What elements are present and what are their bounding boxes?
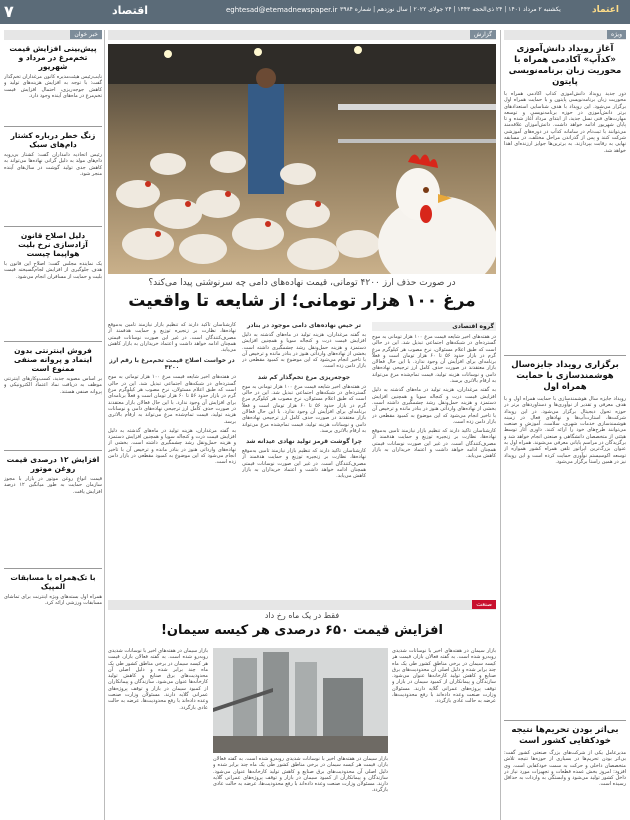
- article-body: بازار سیمان در هفته‌های اخیر با نوسانات شدیدی روبه‌رو شده است. به گفته فعالان بازار، قیمت هر کیسه سیمان در برخی مناطق کشور طی یک ماه چند برابر شده و دلیل اصلی آن محدودیت‌های برق صنایع و کاهش تولید کارخانه‌ها عنوان می‌شود. سازندگان و پیمانکاران از کمبود سیمان در بازار و توقف پروژه‌های عمرانی گلایه دارند. مسئولان وزارت صنعت وعده داده‌اند با رفع محدودیت‌ها، عرضه به حالت عادی بازگردد.: [108, 648, 208, 711]
- article-body: به گفته مرغداران، هزینه تولید در ماه‌های گذشته به دلیل افزایش قیمت ذرت و کنجاله سویا و همچنین افزایش دستمزد و هزینه حمل‌ونقل رشد چشمگیری داشته است. بخشی از نهاده‌های وارداتی هنوز در بنادر مانده و ترخیص آن با تاخیر انجام می‌شود که این موضوع به کمبود مقطعی در بازار دامن زده است.: [372, 387, 496, 425]
- column-divider-left: [104, 30, 105, 820]
- article-body: قیمت انواع روغن موتور در بازار با مجوز سازمان حمایت به طور میانگین ۱۲ درصد افزایش یافت.: [4, 476, 102, 495]
- article-body: در هفته‌های اخیر شایعه قیمت مرغ ۱۰۰ هزار تومانی به موج گسترده‌ای در شبکه‌های اجتماعی تبدیل شد. این در حالی است که طبق اعلام مسئولان، نرخ مصوب هر کیلوگرم مرغ گرم در بازار حدود ۵۶ تا ۶۰ هزار تومان است و فعلاً برنامه‌ای برای افزایش آن وجود ندارد. با این حال فعالان بازار معتقدند در صورت حذف کامل ارز ترجیحی نهاده‌های دامی و نوسانات هزینه تولید، قیمت تمام‌شده مرغ می‌تواند به ارقام بالاتری برسد.: [372, 334, 496, 385]
- subheading: چرا گوشت قرمز تولید نهادی عیدانه شد: [246, 438, 362, 446]
- divider: [504, 355, 626, 356]
- subheading: جوجه‌ریزی مرغ تخم‌گذار کم شد: [257, 373, 351, 381]
- center-body-col-2: [242, 322, 366, 604]
- page-number: ۷: [4, 2, 14, 21]
- column-header: [108, 30, 496, 40]
- section-tag: خبر خوان: [70, 30, 102, 39]
- newspaper-logo: اعتماد: [592, 5, 619, 15]
- article-headline[interactable]: برگزاری رویداد جایزه‌سال هوشمندسازی با حمایت همراه اول: [511, 360, 619, 392]
- cement-header: [108, 600, 496, 611]
- cement-body-under-photo: [213, 756, 388, 816]
- article-headline[interactable]: فروش اینترنتی بدون اینماد و پروانه صنفی ممنوع است: [13, 346, 92, 373]
- section-tag: صنعت: [472, 600, 496, 609]
- byline: گروه اقتصادی: [372, 322, 496, 331]
- article-body: بر اساس مصوبه جدید، کسب‌وکارهای اینترنتی موظف به دریافت نماد اعتماد الکترونیکی و پروانه صنفی هستند.: [4, 376, 102, 395]
- article-headline[interactable]: دلیل اصلاح قانون آزادسازی نرخ بلیت هواپیما چیست: [18, 231, 88, 258]
- subheading: تر خیص نهاده‌های دامی موجود در بنادر: [246, 322, 362, 329]
- column-header: [108, 600, 496, 610]
- section-email[interactable]: eghtesad@etemadnewspaper.ir: [226, 6, 338, 14]
- article-body: در هفته‌های اخیر شایعه قیمت مرغ ۱۰۰ هزار تومانی به موج گسترده‌ای در شبکه‌های اجتماعی تبدیل شد. این در حالی است که طبق اعلام مسئولان، نرخ مصوب هر کیلوگرم مرغ گرم در بازار حدود ۵۶ تا ۶۰ هزار تومان است و فعلاً برنامه‌ای برای افزایش آن وجود ندارد. با این حال فعالان بازار معتقدند در صورت حذف کامل ارز ترجیحی نهاده‌های دامی و نوسانات هزینه تولید، قیمت تمام‌شده مرغ می‌تواند به ارقام بالاتری برسد.: [242, 383, 366, 434]
- cement-kicker: فقط در یک ماه رخ داد: [264, 611, 340, 620]
- article-body: بازار سیمان در هفته‌های اخیر با نوسانات شدیدی روبه‌رو شده است. به گفته فعالان بازار، قیمت هر کیسه سیمان در برخی مناطق کشور طی یک ماه چند برابر شده و دلیل اصلی آن محدودیت‌های برق صنایع و کاهش تولید کارخانه‌ها عنوان می‌شود. سازندگان و پیمانکاران از کمبود سیمان در بازار و توقف پروژه‌های عمرانی گلایه دارند. مسئولان وزارت صنعت وعده داده‌اند با رفع محدودیت‌ها، عرضه به حالت عادی بازگردد.: [392, 648, 496, 705]
- article-body: بازار سیمان در هفته‌های اخیر با نوسانات شدیدی روبه‌رو شده است. به گفته فعالان بازار، قیمت هر کیسه سیمان در برخی مناطق کشور طی یک ماه چند برابر شده و دلیل اصلی آن محدودیت‌های برق صنایع و کاهش تولید کارخانه‌ها عنوان می‌شود. سازندگان و پیمانکاران از کمبود سیمان در بازار و توقف پروژه‌های عمرانی گلایه دارند. مسئولان وزارت صنعت وعده داده‌اند با رفع محدودیت‌ها، عرضه به حالت عادی بازگردد.: [213, 756, 388, 794]
- section-tag: گزارش: [470, 30, 496, 39]
- article-body: به گفته مرغداران، هزینه تولید در ماه‌های گذشته به دلیل افزایش قیمت ذرت و کنجاله سویا و همچنین افزایش دستمزد و هزینه حمل‌ونقل رشد چشمگیری داشته است. بخشی از نهاده‌های وارداتی هنوز در بنادر مانده و ترخیص آن با تاخیر انجام می‌شود که این موضوع به کمبود مقطعی در بازار دامن زده است.: [242, 332, 366, 370]
- article-body: دور جدید رویداد دانش‌آموزی کدآپ آکادمی همراه با محوریت زبان برنامه‌نویسی پایتون و با حمایت همراه اول برگزار می‌شود. این رویداد با هدف شناسایی استعدادهای برتر دانش‌آموزی در حوزه برنامه‌نویسی و توسعه مهارت‌های فنی نسل جدید، از ابتدای مرداد آغاز شده و تا پایان شهریور ادامه خواهد داشت. دانش‌آموزان علاقه‌مند می‌توانند با ثبت‌نام در سامانه کدآپ در دوره‌های آموزشی شرکت کنند و پس از گذراندن مراحل مختلف، در مسابقه نهایی به رقابت بپردازند. به برترین‌ها جوایز ارزنده‌ای اهدا خواهد شد.: [504, 91, 626, 154]
- main-headline[interactable]: مرغ ۱۰۰ هزار تومانی؛ از شایعه تا واقعیت: [128, 291, 476, 311]
- article-body: به گفته مرغداران، هزینه تولید در ماه‌های گذشته به دلیل افزایش قیمت ذرت و کنجاله سویا و همچنین افزایش دستمزد و هزینه حمل‌ونقل رشد چشمگیری داشته است. بخشی از نهاده‌های وارداتی هنوز در بنادر مانده و ترخیص آن با تاخیر انجام می‌شود که این موضوع به کمبود مقطعی در بازار دامن زده است.: [108, 427, 236, 466]
- article-body: کارشناسان تاکید دارند که تنظیم بازار نیازمند تامین به‌موقع نهاده‌ها، نظارت بر زنجیره توزیع و حمایت هدفمند از مصرف‌کنندگان است. در غیر این صورت نوسانات قیمتی همچنان ادامه خواهد داشت و اعتماد خریداران به بازار کاهش می‌یابد.: [108, 322, 236, 354]
- divider: [4, 126, 102, 127]
- article-body: یک نماینده مجلس گفت: اصلاح این قانون با هدف جلوگیری از افزایش لجام‌گسیخته قیمت بلیت و حمایت از مسافران انجام می‌شود.: [4, 261, 102, 280]
- cement-headline[interactable]: افزایش قیمت ۶۵۰ درصدی هر کیسه سیمان!: [161, 623, 443, 638]
- divider: [504, 720, 626, 721]
- column-divider-right: [500, 30, 501, 820]
- article-headline[interactable]: افزایش ۱۲ درصدی قیمت روغن موتور: [6, 455, 100, 473]
- issue-date-line: یکشنبه ۲ مرداد ۱۴۰۱ | ۲۴ ذی‌الحجه ۱۴۴۳ | ۲۴ جولای ۲۰۲۲ | سال نوزدهم | شماره ۳۹۸۴: [340, 6, 561, 13]
- right-column: [504, 30, 626, 818]
- article-body: رئیس اتحادیه دامداران گفت: کشتار بی‌رویه دام‌های مولد به دلیل گرانی نهاده‌ها می‌تواند به کاهش جدی تولید گوشت در سال‌های آینده منجر شود.: [4, 152, 102, 177]
- cement-body-right: [392, 648, 496, 816]
- article-kicker: در صورت حذف ارز ۴۲۰۰ تومانی، قیمت نهاده‌های دامی چه سرنوشتی پیدا می‌کند؟: [148, 278, 456, 288]
- article-body: کارشناسان تاکید دارند که تنظیم بازار نیازمند تامین به‌موقع نهاده‌ها، نظارت بر زنجیره توزیع و حمایت هدفمند از مصرف‌کنندگان است. در غیر این صورت نوسانات قیمتی همچنان ادامه خواهد داشت و اعتماد خریداران به بازار کاهش می‌یابد.: [242, 448, 366, 480]
- article-headline[interactable]: با تک‌همراه با مسابقات المپیک: [10, 573, 96, 591]
- article-body: در هفته‌های اخیر شایعه قیمت مرغ ۱۰۰ هزار تومانی به موج گسترده‌ای در شبکه‌های اجتماعی تبدیل شد. این در حالی است که طبق اعلام مسئولان، نرخ مصوب هر کیلوگرم مرغ گرم در بازار حدود ۵۶ تا ۶۰ هزار تومان است و فعلاً برنامه‌ای برای افزایش آن وجود ندارد. با این حال فعالان بازار معتقدند در صورت حذف کامل ارز ترجیحی نهاده‌های دامی و نوسانات هزینه تولید، قیمت تمام‌شده مرغ می‌تواند به ارقام بالاتری برسد.: [108, 374, 236, 425]
- article-headline[interactable]: زنگ خطر درباره کشتار دام‌های سبک: [10, 131, 96, 149]
- section-title: اقتصاد: [112, 4, 149, 17]
- divider: [4, 226, 102, 227]
- article-headline[interactable]: پیش‌بینی افزایش قیمت تخم‌مرغ در مرداد و شهریور: [9, 44, 97, 71]
- hero-photo: [108, 44, 496, 274]
- article-body: کارشناسان تاکید دارند که تنظیم بازار نیازمند تامین به‌موقع نهاده‌ها، نظارت بر زنجیره توزیع و حمایت هدفمند از مصرف‌کنندگان است. در غیر این صورت نوسانات قیمتی همچنان ادامه خواهد داشت و اعتماد خریداران به بازار کاهش می‌یابد.: [372, 428, 496, 460]
- article-headline[interactable]: آغاز رویداد دانش‌آموزی «کدآپ» آکادمی همراه با محوریت زبان برنامه‌نویسی پایتون: [508, 44, 622, 87]
- article-body: نایب‌رئیس هیئت‌مدیره کانون مرغداران تخم‌گذار گفت: با توجه به افزایش هزینه‌های تولید و کاهش جوجه‌ریزی، احتمال افزایش قیمت تخم‌مرغ در ماه‌های آینده وجود دارد.: [4, 74, 102, 99]
- center-header: [108, 30, 496, 42]
- left-column: [4, 30, 102, 818]
- column-header: [504, 30, 626, 40]
- article-body: رویداد جایزه سال هوشمندسازی با حمایت همراه اول و با هدف معرفی و تقدیر از نوآوری‌ها و دستاوردهای برتر در حوزه تحول دیجیتال برگزار می‌شود. در این رویداد شرکت‌ها، استارت‌آپ‌ها و نهادهای فعال در زمینه هوشمندسازی خدمات شهری، سلامت، آموزش و صنعت می‌توانند طرح‌های خود را ارائه کنند. داوری آثار توسط هیئتی از متخصصان دانشگاهی و صنعتی انجام خواهد شد و برگزیدگان در مراسم پایانی معرفی می‌شوند. همراه اول به عنوان بزرگ‌ترین اپراتور تلفن همراه کشور همواره از توسعه اکوسیستم نوآوری حمایت کرده است و این رویداد نیز در همین راستا برگزار می‌شود.: [504, 396, 626, 465]
- center-body-col-3: [108, 322, 236, 604]
- article-body: مدیرعامل یکی از شرکت‌های بزرگ صنعتی کشور گفت: بی‌اثر بودن تحریم‌ها در بسیاری از حوزه‌ها نتیجه تلاش متخصصان داخلی و حرکت به سمت خودکفایی است. وی افزود: امروز بخش عمده قطعات و تجهیزات مورد نیاز در داخل کشور تولید می‌شود و وابستگی به واردات به حداقل رسیده است.: [504, 750, 626, 788]
- article-headline[interactable]: بی‌اثر بودن تحریم‌ها نتیجه خودکفایی کشور است: [511, 725, 619, 746]
- masthead: [0, 0, 630, 24]
- poultry-farm-illustration: [108, 44, 496, 274]
- center-body-col-1: [372, 322, 496, 604]
- cement-factory-photo: [213, 648, 388, 753]
- section-tag: ویژه: [607, 30, 626, 39]
- cement-body-left: [108, 648, 208, 816]
- column-header: [4, 30, 102, 40]
- article-body: همراه اول بسته‌های ویژه اینترنت برای تماشای مسابقات ورزشی ارائه کرد.: [4, 594, 102, 607]
- divider: [4, 568, 102, 569]
- divider: [4, 341, 102, 342]
- subheading: در خواست اصلاح قیمت تخم‌مرغ با رقم ارز ۴۲۰۰: [109, 357, 235, 372]
- divider: [4, 450, 102, 451]
- cement-plant-illustration: [213, 648, 388, 753]
